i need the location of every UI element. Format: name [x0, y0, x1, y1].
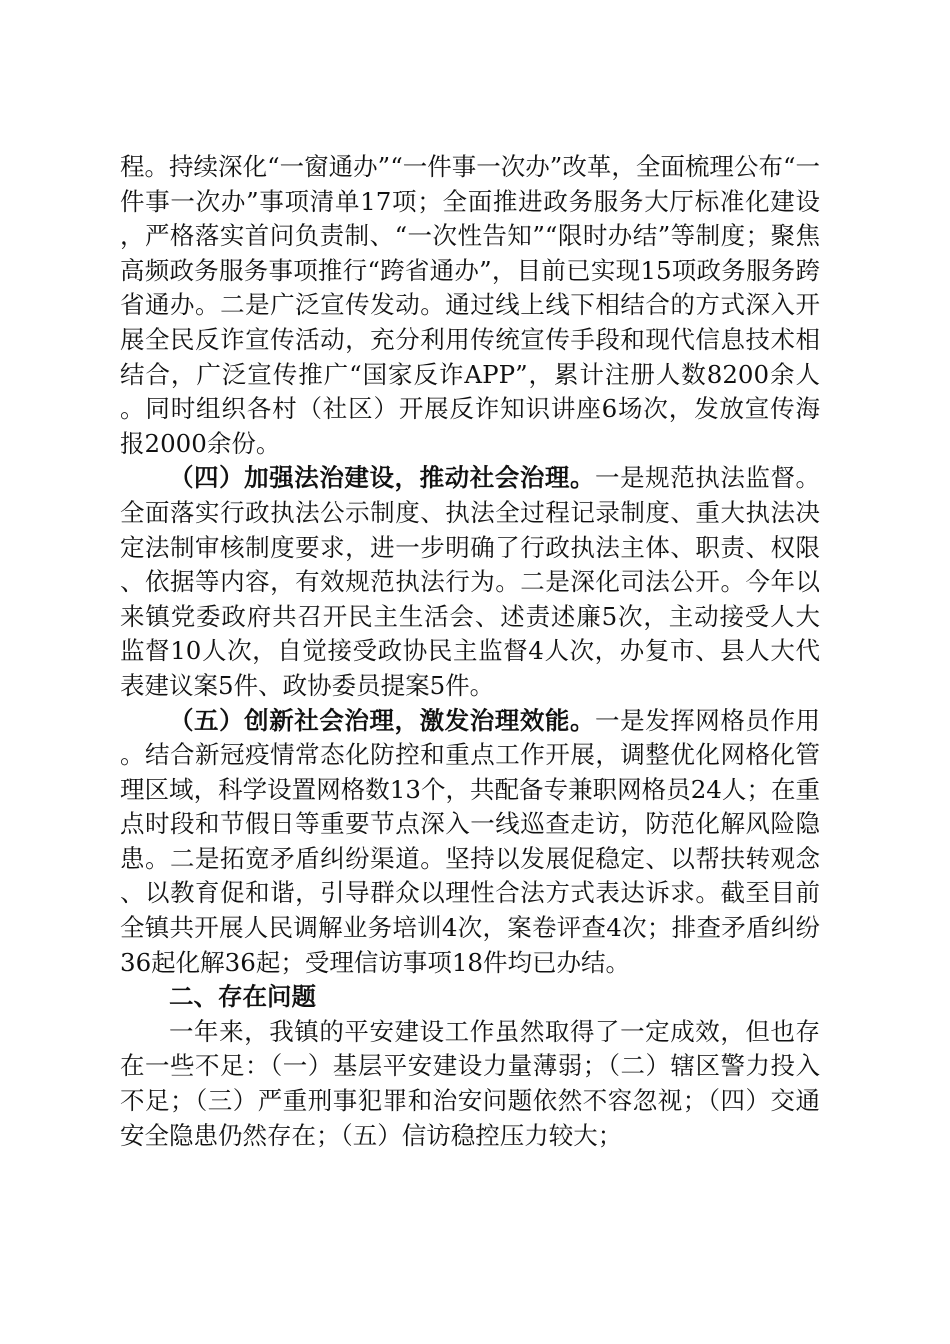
paragraph-heading: （五）创新社会治理，激发治理效能。 — [169, 705, 596, 735]
paragraph-text: 一是发挥网格员作用。结合新冠疫情常态化防控和重点工作开展，调整优化网格化管理区域，科学设置网格数13个，共配备专兼职网格员24人；在重点时段和节假日等重要节点深入一线巡查走访，防范化解风险隐患。二是拓宽矛盾纠纷渠道。坚持以发展促稳定、以帮扶转观念、以教育促和谐，引导群众以理性合法方式表达诉求。截至目前全镇共开展人民调解业务培训4次，案卷评查4次；排查矛盾纠纷36起化解36起；受理信访事项18件均已办结。 — [120, 705, 821, 977]
paragraph-text: 程。持续深化“一窗通办”“一件事一次办”改革，全面梳理公布“一件事一次办”事项清单17项；全面推进政务服务大厅标准化建设，严格落实首问负责制、“一次性告知”“限时办结”等制度；聚焦高频政务服务事项推行“跨省通办”，目前已实现15项政务服务跨省通办。二是广泛宣传发动。通过线上线下相结合的方式深入开展全民反诈宣传活动，充分利用传统宣传手段和现代信息技术相结合，广泛宣传推广“国家反诈APP”，累计注册人数8200余人。同时组织各村（社区）开展反诈知识讲座6场次，发放宣传海报2000余份。 — [120, 152, 820, 458]
paragraph-continued — [120, 150, 820, 461]
paragraph-text: 一年来，我镇的平安建设工作虽然取得了一定成效，但也存在一些不足：（一）基层平安建设力量薄弱；（二）辖区警力投入不足；（三）严重刑事犯罪和治安问题依然不容忽视；（四）交通安全隐患仍然存在；（五）信访稳控压力较大； — [120, 1016, 820, 1150]
paragraph-social-governance — [120, 704, 820, 981]
paragraph-problems — [120, 1015, 820, 1153]
document-body — [120, 150, 820, 1153]
section-heading: 二、存在问题 — [169, 982, 316, 1012]
paragraph-heading: （四）加强法治建设，推动社会治理。 — [169, 463, 596, 493]
paragraph-text: 一是规范执法监督。全面落实行政执法公示制度、执法全过程记录制度、重大执法决定法制审核制度要求，进一步明确了行政执法主体、职责、权限、依据等内容，有效规范执法行为。二是深化司法公开。今年以来镇党委政府共召开民主生活会、述责述廉5次，主动接受人大监督10人次，自觉接受政协民主监督4人次，办复市、县人大代表建议案5件、政协委员提案5件。 — [120, 463, 821, 700]
paragraph-rule-of-law — [120, 461, 820, 703]
